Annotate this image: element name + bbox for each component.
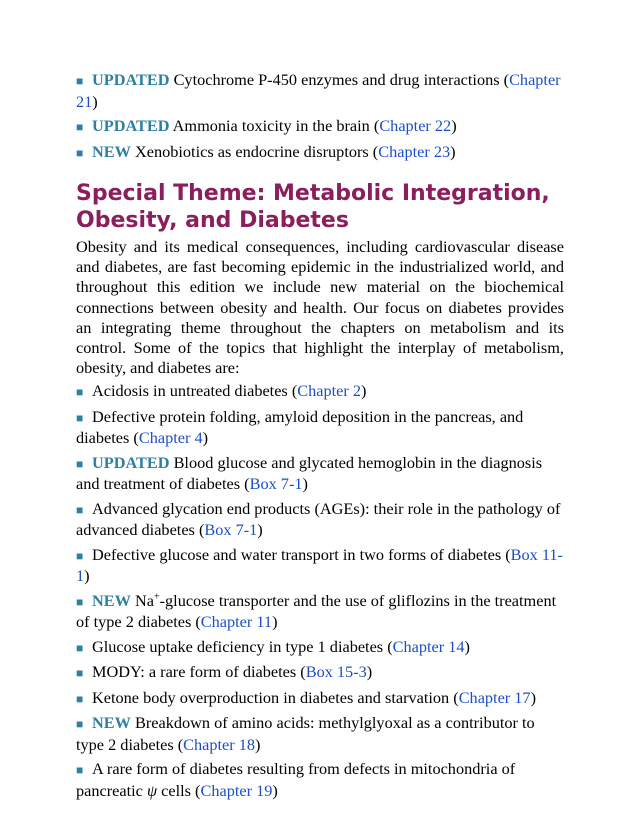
item-text: Defective protein folding, amyloid deposition in the pancreas, and diabetes ( xyxy=(76,406,524,448)
square-bullet-icon: ■ xyxy=(76,594,84,609)
item-text: Breakdown of amino acids: methylglyoxal as a contributor to type 2 diabetes ( xyxy=(76,713,535,754)
item-text: Cytochrome P-450 enzymes and drug interactions ( xyxy=(169,70,510,89)
list-item xyxy=(76,116,564,138)
box-link[interactable]: Box 7-1 xyxy=(249,474,303,494)
box-link[interactable]: Box 15-3 xyxy=(305,662,367,682)
square-bullet-icon: ■ xyxy=(76,763,84,778)
item-text: Defective glucose and water transport in two forms of diabetes ( xyxy=(92,544,511,564)
chapter-link[interactable]: Chapter 19 xyxy=(200,780,273,800)
chapter-link[interactable]: Chapter 14 xyxy=(392,636,465,656)
list-item xyxy=(76,453,564,495)
square-bullet-icon: ■ xyxy=(76,717,84,732)
item-end: ) xyxy=(464,636,470,656)
square-bullet-icon: ■ xyxy=(76,548,84,563)
item-text: cells ( xyxy=(157,780,201,800)
box-link[interactable]: Box 7-1 xyxy=(204,520,258,540)
item-end: ) xyxy=(255,734,261,754)
chapter-link[interactable]: Chapter 22 xyxy=(379,116,452,135)
item-text: -glucose transporter and the use of gliflozins in the treatment of type 2 diabetes ( xyxy=(76,590,557,632)
box-link[interactable]: Box 11-1 xyxy=(76,544,563,586)
new-tag: NEW xyxy=(92,590,131,610)
item-end: ) xyxy=(272,780,278,800)
square-bullet-icon: ■ xyxy=(76,120,84,134)
square-bullet-icon: ■ xyxy=(76,666,84,681)
chapter-link[interactable]: Chapter 23 xyxy=(378,141,451,161)
chapter-link[interactable]: Chapter 4 xyxy=(138,428,203,448)
item-text: Ketone body overproduction in diabetes and starvation ( xyxy=(92,687,459,707)
chapter-link[interactable]: Chapter 17 xyxy=(458,687,531,707)
square-bullet-icon: ■ xyxy=(76,640,84,655)
list-item xyxy=(76,142,564,164)
list-item xyxy=(76,545,564,587)
item-end: ) xyxy=(272,612,278,632)
item-end: ) xyxy=(302,474,308,494)
item-end: ) xyxy=(84,566,90,586)
list-item xyxy=(76,662,564,684)
list-item xyxy=(76,407,564,449)
list-item xyxy=(76,713,564,755)
list-item xyxy=(76,688,564,710)
updated-tag: UPDATED xyxy=(92,70,170,89)
list-item xyxy=(76,499,564,541)
item-end: ) xyxy=(451,116,457,135)
updated-tag: UPDATED xyxy=(92,452,170,472)
item-text: Advanced glycation end products (AGEs): their role in the pathology of advanced diabetes ( xyxy=(76,498,561,540)
new-tag: NEW xyxy=(92,141,131,161)
item-text: Blood glucose and glycated hemoglobin in the diagnosis and treatment of diabetes ( xyxy=(76,452,543,494)
item-end: ) xyxy=(366,662,373,682)
item-end: ) xyxy=(92,91,98,111)
square-bullet-icon: ■ xyxy=(76,385,84,400)
list-item xyxy=(76,381,564,403)
list-item xyxy=(76,637,564,659)
item-end: ) xyxy=(450,141,456,161)
item-end: ) xyxy=(530,687,536,707)
section-heading: Special Theme: Metabolic Integration, Obesity, and Diabetes xyxy=(76,181,550,233)
chapter-link[interactable]: Chapter 11 xyxy=(200,612,273,632)
item-end: ) xyxy=(257,520,263,540)
item-text: Na xyxy=(130,590,154,610)
square-bullet-icon: ■ xyxy=(76,456,84,471)
item-end: ) xyxy=(202,428,209,448)
chapter-link[interactable]: Chapter 21 xyxy=(76,70,561,111)
chapter-link[interactable]: Chapter 18 xyxy=(183,734,256,754)
greek-letter: ψ xyxy=(146,780,158,800)
new-tag: NEW xyxy=(92,713,131,733)
item-text: Ammonia toxicity in the brain ( xyxy=(169,116,380,135)
item-text: A rare form of diabetes resulting from defects in mitochondria of pancreatic xyxy=(76,759,516,800)
item-text: Xenobiotics as endocrine disruptors ( xyxy=(130,141,379,161)
square-bullet-icon: ■ xyxy=(76,410,84,425)
item-text: Acidosis in untreated diabetes ( xyxy=(92,381,298,401)
item-text: MODY: a rare form of diabetes ( xyxy=(92,662,306,682)
content xyxy=(76,70,564,805)
square-bullet-icon: ■ xyxy=(76,145,84,160)
square-bullet-icon: ■ xyxy=(76,691,84,706)
list-item xyxy=(76,70,564,112)
item-end: ) xyxy=(361,381,367,401)
item-text: Glucose uptake deficiency in type 1 diabetes ( xyxy=(92,636,393,656)
list-item xyxy=(76,759,564,801)
square-bullet-icon: ■ xyxy=(76,502,84,517)
updated-tag: UPDATED xyxy=(92,116,170,135)
square-bullet-icon: ■ xyxy=(76,74,84,88)
list-item xyxy=(76,591,564,633)
intro-paragraph: Obesity and its medical consequences, including cardiovascular disease and diabetes, are fast becoming epidemic in the industrialized world, and throughout this edition we include new material on the biochemical connections between obesity and health. Our focus on diabetes provides an integrating theme throughout the chapters on metabolism and its control. Some of the topics that highlight the interplay of metabolism, obesity, and diabetes are: xyxy=(76,237,564,378)
chapter-link[interactable]: Chapter 2 xyxy=(297,381,362,401)
superscript-plus: + xyxy=(153,591,160,603)
